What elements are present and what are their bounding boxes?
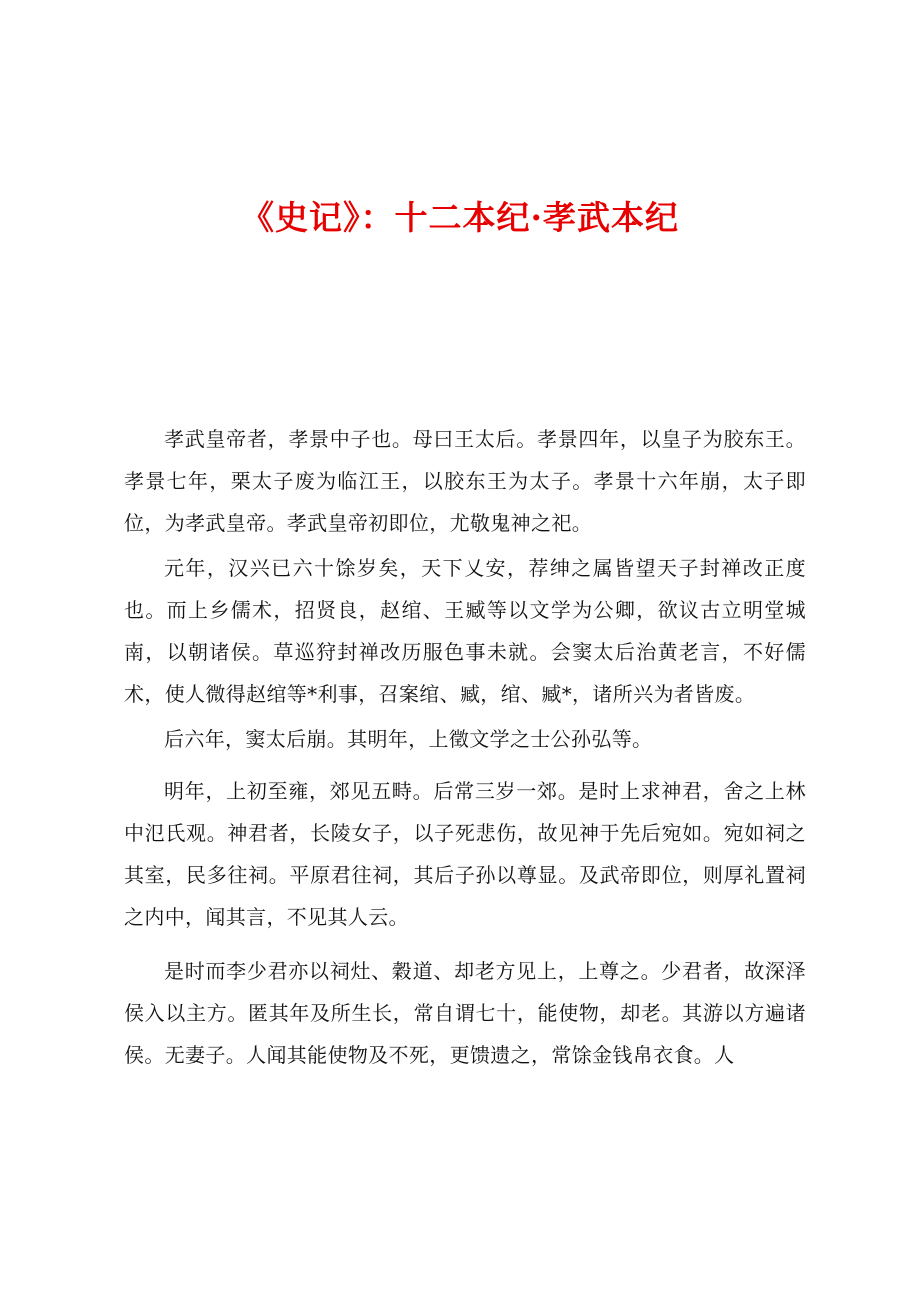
- paragraph-3: 后六年，窦太后崩。其明年，上徵文学之士公孙弘等。: [164, 727, 653, 751]
- paragraph-1: 孝武皇帝者，孝景中子也。母曰王太后。孝景四年，以皇子为胶东王。孝景七年，栗太子废为临江王，以胶东王为太子。孝景十六年崩，太子即位，为孝武皇帝。孝武皇帝初即位，尤敬鬼神之祀。: [124, 427, 806, 535]
- paragraph-4: 明年，上初至雍，郊见五畤。后常三岁一郊。是时上求神君，舍之上林中氾氏观。神君者，长陵女子，以子死悲伤，故见神于先后宛如。宛如祠之其室，民多往祠。平原君往祠，其后子孙以尊显。及武帝即位，则厚礼置祠之内中，闻其言，不见其人云。: [124, 779, 806, 929]
- paragraph-5: 是时而李少君亦以祠灶、穀道、却老方见上，上尊之。少君者，故深泽侯入以主方。匿其年及所生长，常自谓七十，能使物，却老。其游以方遍诸侯。无妻子。人闻其能使物及不死，更馈遗之，常馀金钱帛衣食。人: [124, 959, 806, 1067]
- document-body: [124, 418, 806, 1076]
- paragraph-2: 元年，汉兴已六十馀岁矣，天下乂安，荐绅之属皆望天子封禅改正度也。而上乡儒术，招贤良，赵绾、王臧等以文学为公卿，欲议古立明堂城南，以朝诸侯。草巡狩封禅改历服色事未就。会窦太后治黄老言，不好儒术，使人微得赵绾等*利事，召案绾、臧，绾、臧*，诸所兴为者皆废。: [124, 556, 806, 706]
- document-title: 《史记》：十二本纪·孝武本纪: [241, 198, 679, 237]
